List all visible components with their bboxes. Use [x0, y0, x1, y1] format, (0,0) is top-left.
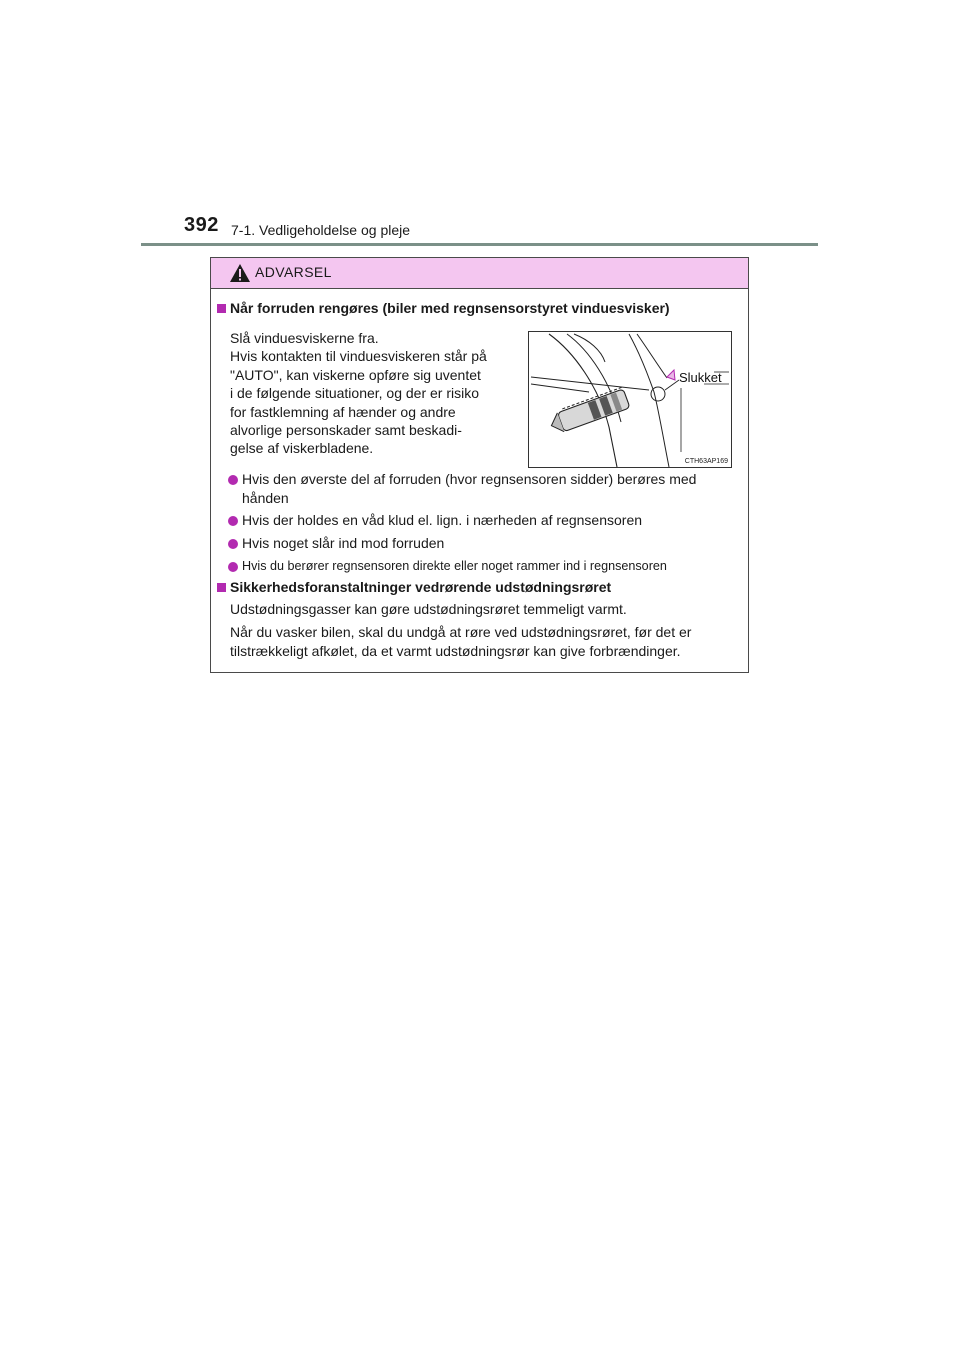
figure-label-off: Slukket: [679, 370, 722, 385]
warning-triangle-icon: [229, 263, 251, 283]
exhaust-paragraph-1: Udstødningsgasser kan gøre udstødningsrøret temmeligt varmt.: [230, 601, 627, 617]
list-item: Hvis noget slår ind mod forruden: [228, 534, 743, 553]
round-bullet-icon: [228, 539, 238, 549]
exhaust-paragraph-2: Når du vasker bilen, skal du undgå at røre ved udstødningsrøret, før det er tilstrækkeligt afkølet, da et varmt udstødningsrør kan give forbrændinger.: [230, 624, 692, 659]
warning-title: ADVARSEL: [255, 264, 332, 280]
warning-box: [210, 257, 749, 673]
list-item: Hvis den øverste del af forruden (hvor regnsensoren sidder) berøres med hånden: [228, 470, 743, 508]
intro-line: for fastklemning af hænder og andre: [230, 403, 456, 420]
list-item: Hvis du berører regnsensoren direkte eller noget rammer ind i regnsensoren: [228, 557, 743, 576]
round-bullet-icon: [228, 516, 238, 526]
intro-line: i de følgende situationer, og der er risiko: [230, 385, 480, 402]
page-number: 392: [184, 214, 219, 236]
round-bullet-icon: [228, 562, 238, 572]
intro-line: "AUTO", kan viskerne opføre sig uventet: [230, 366, 481, 383]
round-bullet-icon: [228, 475, 238, 485]
section-heading-windshield: [217, 300, 670, 316]
header-rule: [141, 243, 818, 246]
intro-line: Slå vinduesviskerne fra.: [230, 330, 379, 346]
intro-line: alvorlige personskader samt beskadi-: [230, 422, 462, 439]
intro-line: gelse af viskerbladene.: [230, 440, 374, 457]
warning-content: [211, 288, 748, 672]
square-bullet-icon: [217, 304, 226, 313]
list-item: Hvis der holdes en våd klud el. lign. i nærheden af regnsensoren: [228, 511, 743, 530]
intro-text: [230, 329, 506, 458]
section-heading-exhaust: [217, 579, 611, 595]
section-title: 7-1. Vedligeholdelse og pleje: [231, 222, 411, 238]
figure-code: CTH63AP169: [684, 458, 728, 465]
wiper-switch-illustration: [528, 331, 732, 468]
square-bullet-icon: [217, 583, 226, 592]
warning-header: [211, 258, 748, 289]
intro-line: Hvis kontakten til vinduesviskeren står på: [230, 348, 487, 365]
section-heading-text: Når forruden rengøres (biler med regnsensorstyret vinduesvisker): [230, 300, 670, 316]
wiper-lever-drawing: [529, 332, 731, 467]
section-heading-text: Sikkerhedsforanstaltninger vedrørende udstødningsrøret: [230, 579, 612, 595]
